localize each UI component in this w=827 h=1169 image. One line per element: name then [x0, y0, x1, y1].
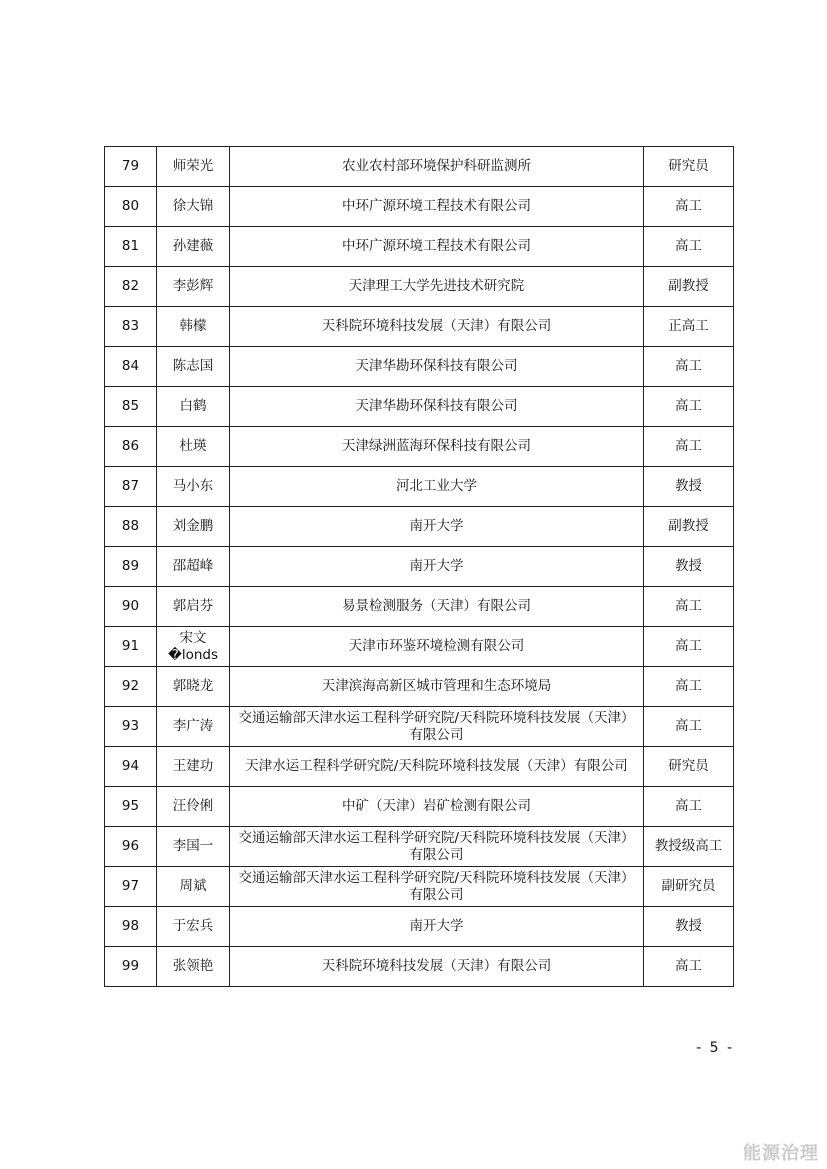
table-row: [105, 507, 734, 547]
row-number: 89: [105, 547, 157, 587]
roster-table: [104, 146, 734, 987]
organization: 天津水运工程科学研究院/天科院环境科技发展（天津）有限公司: [230, 747, 644, 787]
table-row: [105, 347, 734, 387]
person-name: 邵超峰: [157, 547, 230, 587]
table-row: [105, 227, 734, 267]
person-name: 郭晓龙: [157, 667, 230, 707]
person-name: 刘金鹏: [157, 507, 230, 547]
organization: 南开大学: [230, 507, 644, 547]
job-title: 副研究员: [644, 867, 734, 907]
job-title: 高工: [644, 427, 734, 467]
table-row: [105, 427, 734, 467]
table-row: [105, 707, 734, 747]
organization: 河北工业大学: [230, 467, 644, 507]
job-title: 高工: [644, 347, 734, 387]
person-name: 李彭辉: [157, 267, 230, 307]
row-number: 81: [105, 227, 157, 267]
person-name: 于宏兵: [157, 907, 230, 947]
row-number: 88: [105, 507, 157, 547]
organization: 天津理工大学先进技术研究院: [230, 267, 644, 307]
row-number: 92: [105, 667, 157, 707]
person-name: 宋文�londs: [157, 627, 230, 667]
row-number: 90: [105, 587, 157, 627]
person-name: 李广涛: [157, 707, 230, 747]
table-row: [105, 547, 734, 587]
job-title: 高工: [644, 387, 734, 427]
table-row: [105, 307, 734, 347]
table-row: [105, 147, 734, 187]
job-title: 高工: [644, 947, 734, 987]
row-number: 79: [105, 147, 157, 187]
row-number: 95: [105, 787, 157, 827]
organization: 南开大学: [230, 547, 644, 587]
organization: 天津滨海高新区城市管理和生态环境局: [230, 667, 644, 707]
job-title: 教授: [644, 467, 734, 507]
table-row: [105, 747, 734, 787]
row-number: 80: [105, 187, 157, 227]
job-title: 高工: [644, 227, 734, 267]
job-title: 正高工: [644, 307, 734, 347]
job-title: 研究员: [644, 147, 734, 187]
table-row: [105, 387, 734, 427]
table-row: [105, 907, 734, 947]
organization: 天津华勘环保科技有限公司: [230, 387, 644, 427]
person-name: 师荣光: [157, 147, 230, 187]
job-title: 高工: [644, 187, 734, 227]
row-number: 85: [105, 387, 157, 427]
organization: 天津华勘环保科技有限公司: [230, 347, 644, 387]
organization: 南开大学: [230, 907, 644, 947]
person-name: 汪伶俐: [157, 787, 230, 827]
person-name: 韩檬: [157, 307, 230, 347]
organization: 交通运输部天津水运工程科学研究院/天科院环境科技发展（天津）有限公司: [230, 867, 644, 907]
job-title: 研究员: [644, 747, 734, 787]
job-title: 高工: [644, 707, 734, 747]
job-title: 高工: [644, 667, 734, 707]
organization: 农业农村部环境保护科研监测所: [230, 147, 644, 187]
organization: 天津绿洲蓝海环保科技有限公司: [230, 427, 644, 467]
job-title: 副教授: [644, 267, 734, 307]
table-row: [105, 267, 734, 307]
person-name: 郭启芬: [157, 587, 230, 627]
person-name: 李国一: [157, 827, 230, 867]
person-name: 马小东: [157, 467, 230, 507]
roster-table-body: [105, 147, 734, 987]
organization: 天科院环境科技发展（天津）有限公司: [230, 307, 644, 347]
person-name: 杜瑛: [157, 427, 230, 467]
organization: 天津市环鉴环境检测有限公司: [230, 627, 644, 667]
row-number: 83: [105, 307, 157, 347]
row-number: 91: [105, 627, 157, 667]
table-row: [105, 187, 734, 227]
job-title: 教授: [644, 907, 734, 947]
table-row: [105, 947, 734, 987]
organization: 中环广源环境工程技术有限公司: [230, 187, 644, 227]
job-title: 教授: [644, 547, 734, 587]
watermark: 能源治理: [743, 1143, 819, 1164]
person-name: 王建功: [157, 747, 230, 787]
person-name: 张领艳: [157, 947, 230, 987]
job-title: 高工: [644, 587, 734, 627]
table-row: [105, 827, 734, 867]
table-row: [105, 467, 734, 507]
row-number: 87: [105, 467, 157, 507]
row-number: 93: [105, 707, 157, 747]
row-number: 84: [105, 347, 157, 387]
roster-table-container: [104, 146, 733, 987]
table-row: [105, 587, 734, 627]
row-number: 82: [105, 267, 157, 307]
page-number: - 5 -: [696, 1040, 734, 1056]
organization: 中环广源环境工程技术有限公司: [230, 227, 644, 267]
table-row: [105, 667, 734, 707]
organization: 天科院环境科技发展（天津）有限公司: [230, 947, 644, 987]
table-row: [105, 867, 734, 907]
job-title: 高工: [644, 627, 734, 667]
organization: 易景检测服务（天津）有限公司: [230, 587, 644, 627]
row-number: 98: [105, 907, 157, 947]
row-number: 96: [105, 827, 157, 867]
job-title: 教授级高工: [644, 827, 734, 867]
row-number: 97: [105, 867, 157, 907]
organization: 中矿（天津）岩矿检测有限公司: [230, 787, 644, 827]
person-name: 陈志国: [157, 347, 230, 387]
row-number: 99: [105, 947, 157, 987]
organization: 交通运输部天津水运工程科学研究院/天科院环境科技发展（天津）有限公司: [230, 827, 644, 867]
row-number: 94: [105, 747, 157, 787]
person-name: 白鹤: [157, 387, 230, 427]
table-row: [105, 787, 734, 827]
row-number: 86: [105, 427, 157, 467]
table-row: [105, 627, 734, 667]
person-name: 孙建薇: [157, 227, 230, 267]
job-title: 高工: [644, 787, 734, 827]
job-title: 副教授: [644, 507, 734, 547]
person-name: 徐大锦: [157, 187, 230, 227]
organization: 交通运输部天津水运工程科学研究院/天科院环境科技发展（天津）有限公司: [230, 707, 644, 747]
person-name: 周斌: [157, 867, 230, 907]
